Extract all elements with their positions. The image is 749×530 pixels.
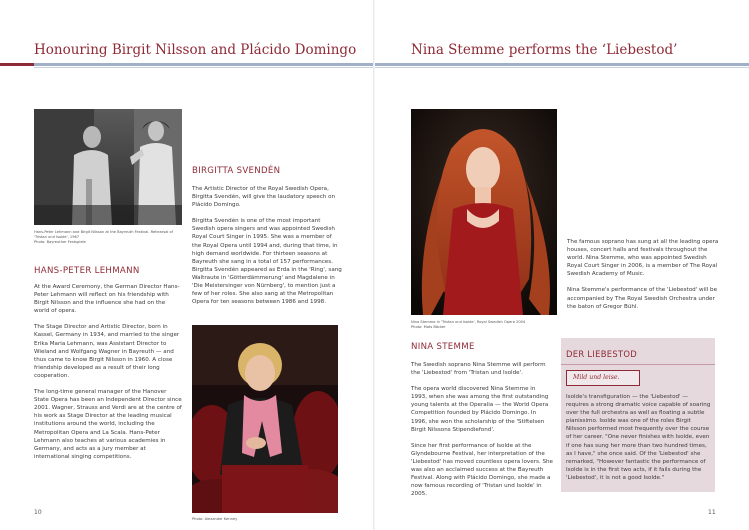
stemme-photo-credit: Photo: Mats Bäcker [411, 325, 446, 329]
sidebar-text: Isolde's transfiguration — the 'Liebestod' — requires a strong dramatic voice capable of soaring over the full orchestra as well as floating a subtle pianissimo. Isolde was one of the roles Birgit Nilsson performed most frequently over the course of her career. "One never finishes with Isolde, even if one has sung her more than two hundred times, as I have," she once said. Of the 'Liebestod' she remarked, "However fantastic the performance of Isolde is in the first two acts, if it fails during the 'Liebestod', it is not a good Isolde." [566, 394, 711, 481]
stemme-intro-paragraph-1: The famous soprano has sung at all the leading opera houses, concert halls and festivals throughout the world. Nina Stemme, who was appointed Swedish Royal Court Singer in 2006, is a member of The Royal Swedish Academy of Music. [567, 239, 719, 278]
lehmann-text [34, 283, 182, 469]
svenden-text [192, 185, 342, 314]
stemme-heading: NINA STEMME [411, 342, 475, 352]
rehearsal-photo-credit: Photo: Bayreuther Festspiele [34, 240, 86, 244]
stemme-photo-caption: Nina Stemme in 'Tristan und Isolde', Royal Swedish Opera 2004 [411, 320, 526, 324]
stemme-paragraph-1: The Swedish soprano Nina Stemme will perform the 'Liebestod' from 'Tristan und Isolde'. [411, 362, 546, 377]
title-rule-thin-right [375, 67, 749, 68]
quote-text: Mild und leise. [573, 374, 620, 381]
svenden-paragraph-1: The Artistic Director of the Royal Swedish Opera, Birgitta Svendén, will give the laudatory speech on Plácido Domingo. [192, 186, 336, 209]
rehearsal-photo [34, 109, 182, 225]
sidebar-rule [561, 364, 715, 365]
stemme-photo [411, 109, 557, 315]
lehmann-paragraph-1: At the Award Ceremony, the German Director Hans-Peter Lehmann will reflect on his friendship with Birgit Nilsson and the influence she had on the world of opera. [34, 284, 180, 315]
stemme-paragraph-3: Since her first performance of Isolde at the Glyndebourne Festival, her interpretation of the 'Liebestod' has moved countless opera lovers. She was also an acclaimed success at the Bayreuth Festival. Along with Plácido Domingo, she made a now famous recording of 'Tristan und Isolde' in 2005. [411, 442, 553, 498]
page-number-left: 10 [34, 509, 42, 516]
rehearsal-photo-caption: Hans-Peter Lehmann and Birgit Nilsson at the Bayreuth Festival. Rehearsal of 'Tristan und Isolde', 1967 [34, 230, 174, 239]
lehmann-paragraph-3: The long-time general manager of the Hanover State Opera has been an Independent Director since 2001. Wagner, Strauss and Verdi are at the centre of his work as Stage Director at the leading musical institutions around the world, including the Metropolitan Opera and La Scala. Hans-Peter Lehmann also teaches at various academies in Germany, and acts as a jury member at international singing competitions. [34, 389, 182, 460]
liebestod-sidebar [561, 338, 715, 492]
stemme-intro-text [567, 238, 719, 319]
stemme-paragraph-2: The opera world discovered Nina Stemme in 1993, when she was among the first outstanding young talents at the Operalia — the World Opera Competition founded by Plácido Domingo. In 1996, she won the scholarship of the 'Stiftelsen Birgit Nilssons Stipendiefond'. [411, 386, 549, 433]
stemme-intro-paragraph-2: Nina Stemme's performance of the 'Liebestod' will be accompanied by The Royal Swedish Orchestra under the baton of Gregor Bühl. [567, 287, 718, 310]
sidebar-heading: DER LIEBESTOD [566, 349, 638, 359]
left-page [0, 0, 374, 530]
svenden-photo [192, 325, 338, 513]
title-rule-right [375, 63, 749, 66]
title-rule [34, 63, 374, 66]
title-rule-thin [34, 67, 374, 68]
right-page [375, 0, 749, 530]
lehmann-paragraph-2: The Stage Director and Artistic Director, born in Kassel, Germany in 1934, and married to the singer Erika Maria Lehmann, was Assistant Director to Wieland and Wolfgang Wagner in Bayreuth — and thus came to know Birgit Nilsson in 1960. A close friendship developed as a result of their long cooperation. [34, 324, 180, 379]
stemme-text [411, 361, 553, 506]
svenden-heading: BIRGITTA SVENDÉN [192, 166, 281, 176]
title-rule-accent [0, 63, 34, 66]
lehmann-heading: HANS-PETER LEHMANN [34, 266, 140, 276]
svenden-paragraph-2: Birgitta Svendén is one of the most important Swedish opera singers and was appointed Swedish Royal Court Singer in 1995. She was a member of the Royal Opera until 1994 and, during that time, in high demand worldwide. For thirteen seasons at Bayreuth she sang in a total of 157 performances. Birgitta Svendén appeared as Erda in the 'Ring', sang Waltraute in 'Götterdämmerung' and Magdalene in 'Die Meistersinger von Nürnberg', to mention just a few of her roles. She also sang at the Metropolitan Opera for ten seasons between 1986 and 1998. [192, 218, 342, 306]
page-number-right: 11 [708, 509, 716, 516]
quote-box [566, 370, 640, 386]
svenden-photo-credit: Photo: Alexander Kenney [192, 517, 238, 521]
right-page-title: Nina Stemme performs the ‘Liebestod’ [411, 42, 678, 58]
left-page-title: Honouring Birgit Nilsson and Plácido Domingo [34, 42, 357, 58]
